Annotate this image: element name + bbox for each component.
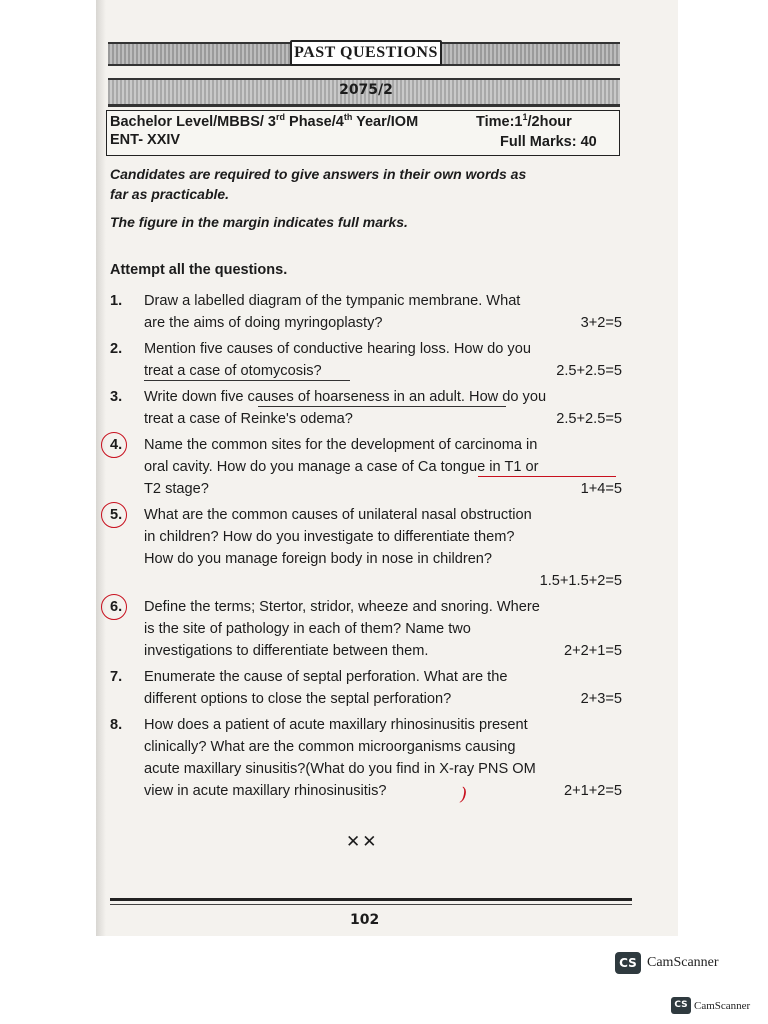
question-1: [110, 290, 622, 334]
full-marks: Full Marks: 40: [500, 134, 597, 150]
question-line: in children? How do you investigate to differentiate them?: [144, 529, 515, 545]
page-title: PAST QUESTIONS: [290, 40, 442, 66]
page-number: 102: [350, 912, 380, 928]
scanned-page: [96, 0, 678, 936]
question-line: How does a patient of acute maxillary rhinosinusitis present: [144, 717, 528, 733]
question-line: How do you manage foreign body in nose in children?: [144, 551, 493, 567]
camscanner-logo: CS: [615, 952, 641, 974]
question-6: [110, 596, 622, 662]
exam-year: 2075/2: [339, 82, 393, 98]
question-line: treat a case of Reinke's odema?: [144, 411, 353, 427]
end-mark: ✕✕: [346, 832, 379, 852]
instruction-line-3: The figure in the margin indicates full marks.: [110, 214, 408, 230]
camscanner-logo-small: CS: [671, 997, 691, 1014]
question-number: 1.: [110, 293, 123, 309]
question-line: acute maxillary sinusitis?(What do you find in X-ray PNS OM: [144, 761, 536, 777]
question-marks: 1.5+1.5+2=5: [539, 573, 622, 589]
question-2: [110, 338, 622, 382]
footer-rule: [110, 898, 632, 901]
red-underline: [478, 476, 616, 477]
question-line: view in acute maxillary rhinosinusitis?: [144, 783, 387, 799]
question-line: What are the common causes of unilateral nasal obstruction: [144, 507, 532, 523]
question-number: 8.: [110, 717, 123, 733]
question-line: is the site of pathology in each of them? Name two: [144, 621, 471, 637]
question-line: clinically? What are the common microorganisms causing: [144, 739, 516, 755]
red-pen-bracket: ): [460, 784, 468, 805]
question-line: different options to close the septal perforation?: [144, 691, 452, 707]
question-line: investigations to differentiate between them.: [144, 643, 429, 659]
question-number: 2.: [110, 341, 123, 357]
question-marks: 2+2+1=5: [563, 643, 622, 659]
question-8: [110, 714, 622, 805]
instruction-line-1: Candidates are required to give answers in their own words as: [110, 166, 527, 182]
question-line: T2 stage?: [144, 481, 209, 497]
time-line: $Time:1^1/2hour$: [476, 112, 572, 130]
page-edge-shadow: [96, 0, 106, 936]
question-marks: 1+4=5: [580, 481, 622, 497]
camscanner-watermark: [615, 952, 719, 974]
question-line: Name the common sites for the development of carcinoma in: [144, 437, 538, 453]
question-marks: 2+1+2=5: [563, 783, 622, 799]
pencil-underline: [258, 406, 506, 407]
question-number: 4.: [110, 437, 123, 453]
question-marks: 2+3=5: [580, 691, 622, 707]
question-marks: 3+2=5: [580, 315, 622, 331]
attempt-all-heading: Attempt all the questions.: [110, 262, 288, 278]
question-line: treat a case of otomycosis?: [144, 363, 322, 379]
question-marks: 2.5+2.5=5: [556, 363, 622, 379]
question-line: oral cavity. How do you manage a case of Ca tongue in T1 or: [144, 459, 539, 475]
question-number: 5.: [110, 507, 123, 523]
subject-code: ENT- XXIV: [110, 132, 181, 148]
question-number: 6.: [110, 599, 123, 615]
question-line: Enumerate the cause of septal perforation. What are the: [144, 669, 508, 685]
footer-rule-thin: [110, 904, 632, 905]
question-7: [110, 666, 622, 710]
question-line: Write down five causes of hoarseness in an adult. How do you: [144, 389, 547, 405]
pencil-underline: [144, 380, 350, 381]
level-line: Bachelor Level/MBBS/ 3rd Phase/4th Year/IOM: [110, 112, 419, 130]
camscanner-label-small: CamScanner: [694, 999, 751, 1012]
camscanner-label: CamScanner: [647, 955, 719, 970]
question-3: [110, 386, 622, 430]
question-line: Mention five causes of conductive hearing loss. How do you: [144, 341, 531, 357]
question-4: [110, 434, 622, 500]
instruction-line-2: far as practicable.: [110, 186, 230, 202]
camscanner-watermark-small: [671, 997, 750, 1014]
question-number: 3.: [110, 389, 123, 405]
question-number: 7.: [110, 669, 123, 685]
question-line: Draw a labelled diagram of the tympanic membrane. What: [144, 293, 521, 309]
question-line: are the aims of doing myringoplasty?: [144, 315, 383, 331]
question-marks: 2.5+2.5=5: [556, 411, 622, 427]
question-line: Define the terms; Stertor, stridor, wheeze and snoring. Where: [144, 599, 540, 615]
question-5: [110, 504, 622, 589]
